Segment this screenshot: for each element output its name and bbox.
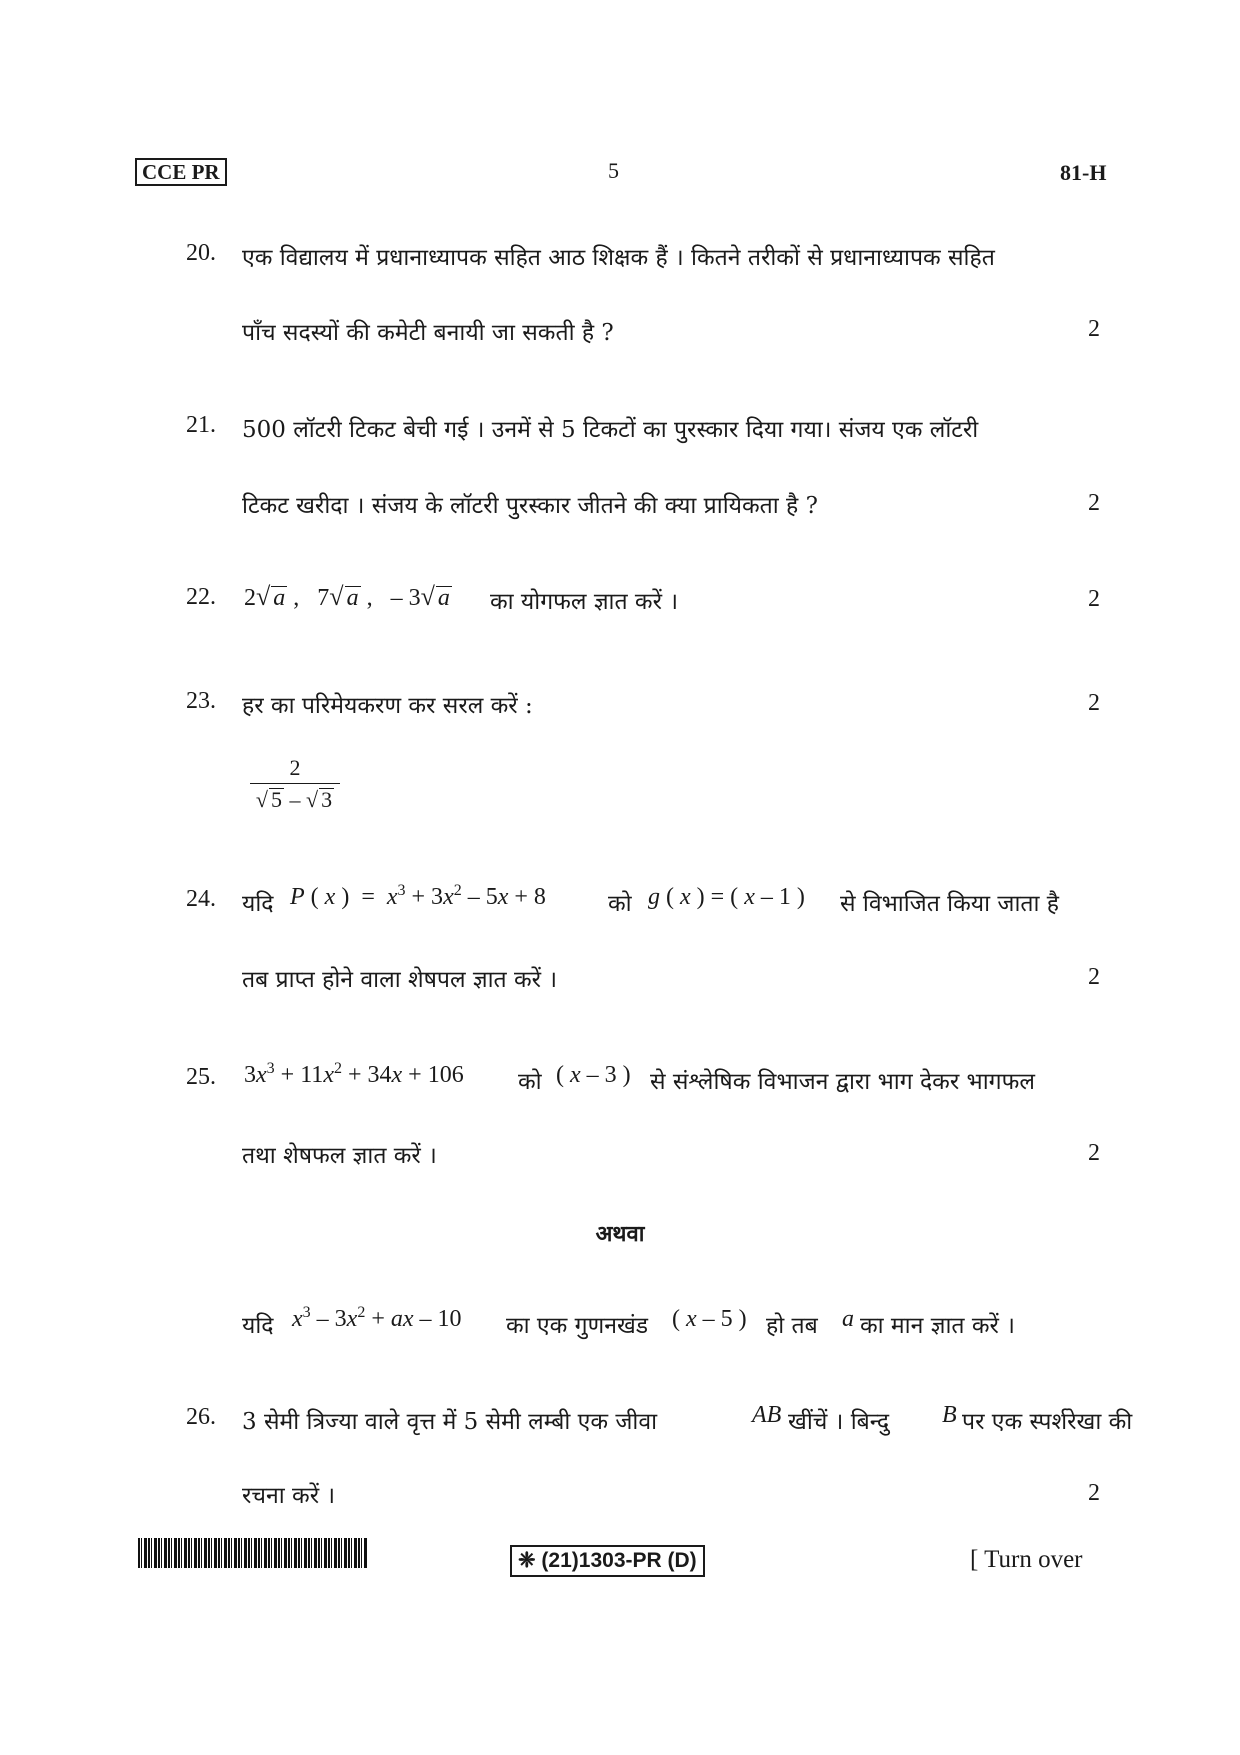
question-text: का एक गुणनखंड	[506, 1313, 649, 1339]
question-text: से संश्लेषिक विभाजन द्वारा भाग देकर भागफल	[650, 1069, 1035, 1095]
marks: 2	[1088, 316, 1100, 342]
turn-over-label: [ Turn over	[970, 1546, 1083, 1573]
question-text: को	[608, 891, 632, 917]
question-number: 23.	[186, 688, 216, 714]
question-text: हर का परिमेयकरण कर सरल करें :	[242, 693, 533, 719]
question-text: को	[518, 1069, 542, 1095]
question-number: 22.	[186, 584, 216, 610]
variable-a: a	[842, 1306, 854, 1332]
question-number: 21.	[186, 412, 216, 438]
question-number: 25.	[186, 1064, 216, 1090]
question-number: 20.	[186, 240, 216, 266]
question-text: तब प्राप्त होने वाला शेषपल ज्ञात करें ।	[242, 967, 558, 993]
fraction-numerator: 2	[250, 755, 340, 784]
question-text: खींचें । बिन्दु	[788, 1409, 890, 1435]
polynomial-expression: $3x^3 + 11x^2 + 34x + 106$	[244, 1060, 464, 1088]
question-number: 24.	[186, 886, 216, 912]
divisor-expression: ( x – 3 )	[556, 1062, 631, 1088]
question-text: पर एक स्पर्शरेखा की	[962, 1409, 1133, 1435]
question-number: 26.	[186, 1404, 216, 1430]
page-number: 5	[608, 158, 619, 183]
question-text: पाँच सदस्यों की कमेटी बनायी जा सकती है ?	[242, 320, 614, 346]
question-text: 500 लॉटरी टिकट बेची गई । उनमें से 5 टिकटों का पुरस्कार दिया गया। संजय एक लॉटरी	[242, 417, 979, 443]
question-text: हो तब	[766, 1313, 818, 1339]
barcode	[138, 1538, 368, 1568]
divisor-expression: g ( x ) = ( x – 1 )	[648, 884, 805, 910]
question-text: तथा शेषफल ज्ञात करें ।	[242, 1143, 437, 1169]
factor-expression: ( x – 5 )	[672, 1306, 747, 1332]
or-heading: अथवा	[595, 1221, 645, 1247]
radical-expression: 2√ a , 7√ a , – 3√ a	[244, 582, 450, 611]
marks: 2	[1088, 490, 1100, 516]
marks: 2	[1088, 1480, 1100, 1506]
marks: 2	[1088, 586, 1100, 612]
question-text: यदि	[242, 1313, 274, 1339]
footer-code: ❈ (21)1303-PR (D)	[510, 1545, 705, 1577]
polynomial-expression: P ( x ) = $x^3 + 3x^2 - 5x + 8$	[290, 882, 546, 910]
question-text: 3 सेमी त्रिज्या वाले वृत्त में 5 सेमी लम्बी एक जीवा	[242, 1409, 658, 1435]
fraction-denominator: √ 5 – √ 3	[255, 787, 333, 812]
chord-label: AB	[752, 1402, 782, 1428]
marks: 2	[1088, 964, 1100, 990]
marks: 2	[1088, 1140, 1100, 1166]
point-label: B	[942, 1402, 957, 1428]
marks: 2	[1088, 690, 1100, 716]
question-text: टिकट खरीदा । संजय के लॉटरी पुरस्कार जीतने की क्या प्रायिकता है ?	[242, 493, 818, 519]
question-text: का योगफल ज्ञात करें ।	[490, 589, 679, 615]
question-text: एक विद्यालय में प्रधानाध्यापक सहित आठ शिक्षक हैं । कितने तरीकों से प्रधानाध्यापक सहित	[242, 245, 995, 271]
question-text: यदि	[242, 891, 274, 917]
polynomial-expression: $x^3 - 3x^2$ + ax – 10	[292, 1304, 462, 1332]
paper-code: 81-H	[1060, 160, 1107, 185]
question-text: रचना करें ।	[242, 1483, 336, 1509]
header-box-cce-pr: CCE PR	[135, 158, 227, 186]
question-text: का मान ज्ञात करें ।	[860, 1313, 1015, 1339]
fraction	[250, 755, 340, 813]
question-text: से विभाजित किया जाता है	[840, 891, 1060, 917]
